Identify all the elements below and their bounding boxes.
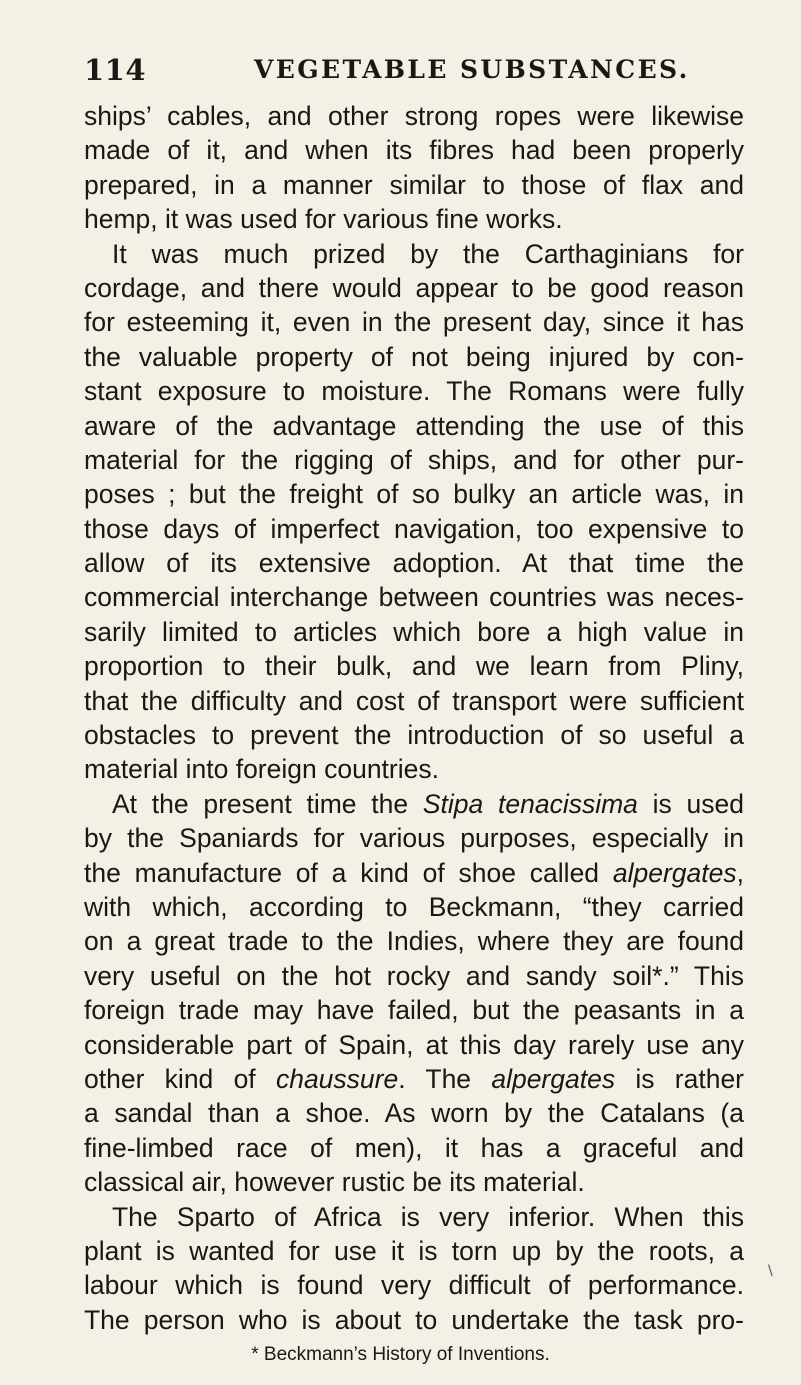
text-line: made of it, and when its fibres had been properly	[84, 135, 744, 166]
text-run: . The	[398, 1063, 492, 1094]
text-line: for esteeming it, even in the present day, since it has	[84, 307, 744, 338]
body-text	[84, 99, 744, 1337]
text-line: ships’ cables, and other strong ropes were likewise	[84, 101, 744, 131]
text-line	[84, 1062, 744, 1096]
running-head: VEGETABLE SUBSTANCES.	[254, 55, 690, 84]
text-line: sarily limited to articles which bore a high value in	[84, 616, 744, 647]
text-line: that the difficulty and cost of transport were sufficient	[84, 685, 744, 716]
species-name: Stipa tenacissima	[422, 788, 638, 819]
text-line: those days of imperfect navigation, too expensive to	[84, 513, 744, 544]
text-line	[84, 856, 744, 890]
text-line: proportion to their bulk, and we learn from Pliny,	[84, 651, 744, 682]
text-line: The Sparto of Africa is very inferior. When this	[112, 1201, 744, 1232]
text-line: aware of the advantage attending the use of this	[84, 410, 744, 441]
term-alpergates: alpergates	[612, 857, 737, 888]
text-line: foreign trade may have failed, but the peasants in a	[84, 995, 744, 1026]
text-run: other kind of	[84, 1063, 276, 1094]
text-line	[84, 787, 744, 821]
text-line: on a great trade to the Indies, where they are found	[84, 926, 744, 957]
text-line: classical air, however rustic be its material.	[84, 1167, 585, 1198]
text-line: a sandal than a shoe. As worn by the Catalans (a	[84, 1098, 744, 1129]
text-run: the manufacture of a kind of shoe called	[84, 857, 613, 888]
text-line: obstacles to prevent the introduction of so useful a	[84, 720, 744, 751]
text-line: It was much prized by the Carthaginians for	[112, 238, 744, 269]
text-line: material into foreign countries.	[84, 754, 439, 785]
text-line: considerable part of Spain, at this day rarely use any	[84, 1029, 744, 1060]
footnote: * Beckmann’s History of Inventions.	[251, 1344, 550, 1365]
text-run: is rather	[615, 1063, 745, 1094]
text-line: allow of its extensive adoption. At that time the	[84, 548, 744, 579]
text-line: with which, according to Beckmann, “they carried	[84, 891, 744, 922]
text-run: At the present time the	[112, 788, 423, 819]
text-line: by the Spaniards for various purposes, especially in	[84, 823, 744, 854]
text-line: stant exposure to moisture. The Romans were fully	[84, 376, 744, 407]
term-alpergates: alpergates	[491, 1063, 616, 1094]
page-header	[84, 48, 744, 92]
text-line: fine-limbed race of men), it has a graceful and	[84, 1132, 744, 1163]
text-line: commercial interchange between countries was neces-	[84, 582, 744, 613]
text-line: poses ; but the freight of so bulky an article was, in	[84, 479, 744, 510]
term-chaussure: chaussure	[275, 1063, 399, 1094]
text-line: hemp, it was used for various fine works.	[84, 204, 563, 235]
text-line: The person who is about to undertake the task pro-	[84, 1304, 744, 1335]
margin-mark: \	[768, 1263, 773, 1279]
text-line: plant is wanted for use it is torn up by the roots, a	[84, 1235, 744, 1266]
text-line: prepared, in a manner similar to those of flax and	[84, 169, 744, 200]
text-line: very useful on the hot rocky and sandy soil*.” This	[84, 960, 744, 991]
text-line: material for the rigging of ships, and for other pur-	[84, 444, 744, 475]
text-run: ,	[736, 857, 744, 888]
text-run: is used	[637, 788, 744, 819]
text-line: labour which is found very difficult of performance.	[84, 1270, 744, 1301]
text-line: the valuable property of not being injured by con-	[84, 341, 744, 372]
text-line: cordage, and there would appear to be good reason	[84, 272, 744, 303]
page-number: 114	[84, 53, 147, 87]
